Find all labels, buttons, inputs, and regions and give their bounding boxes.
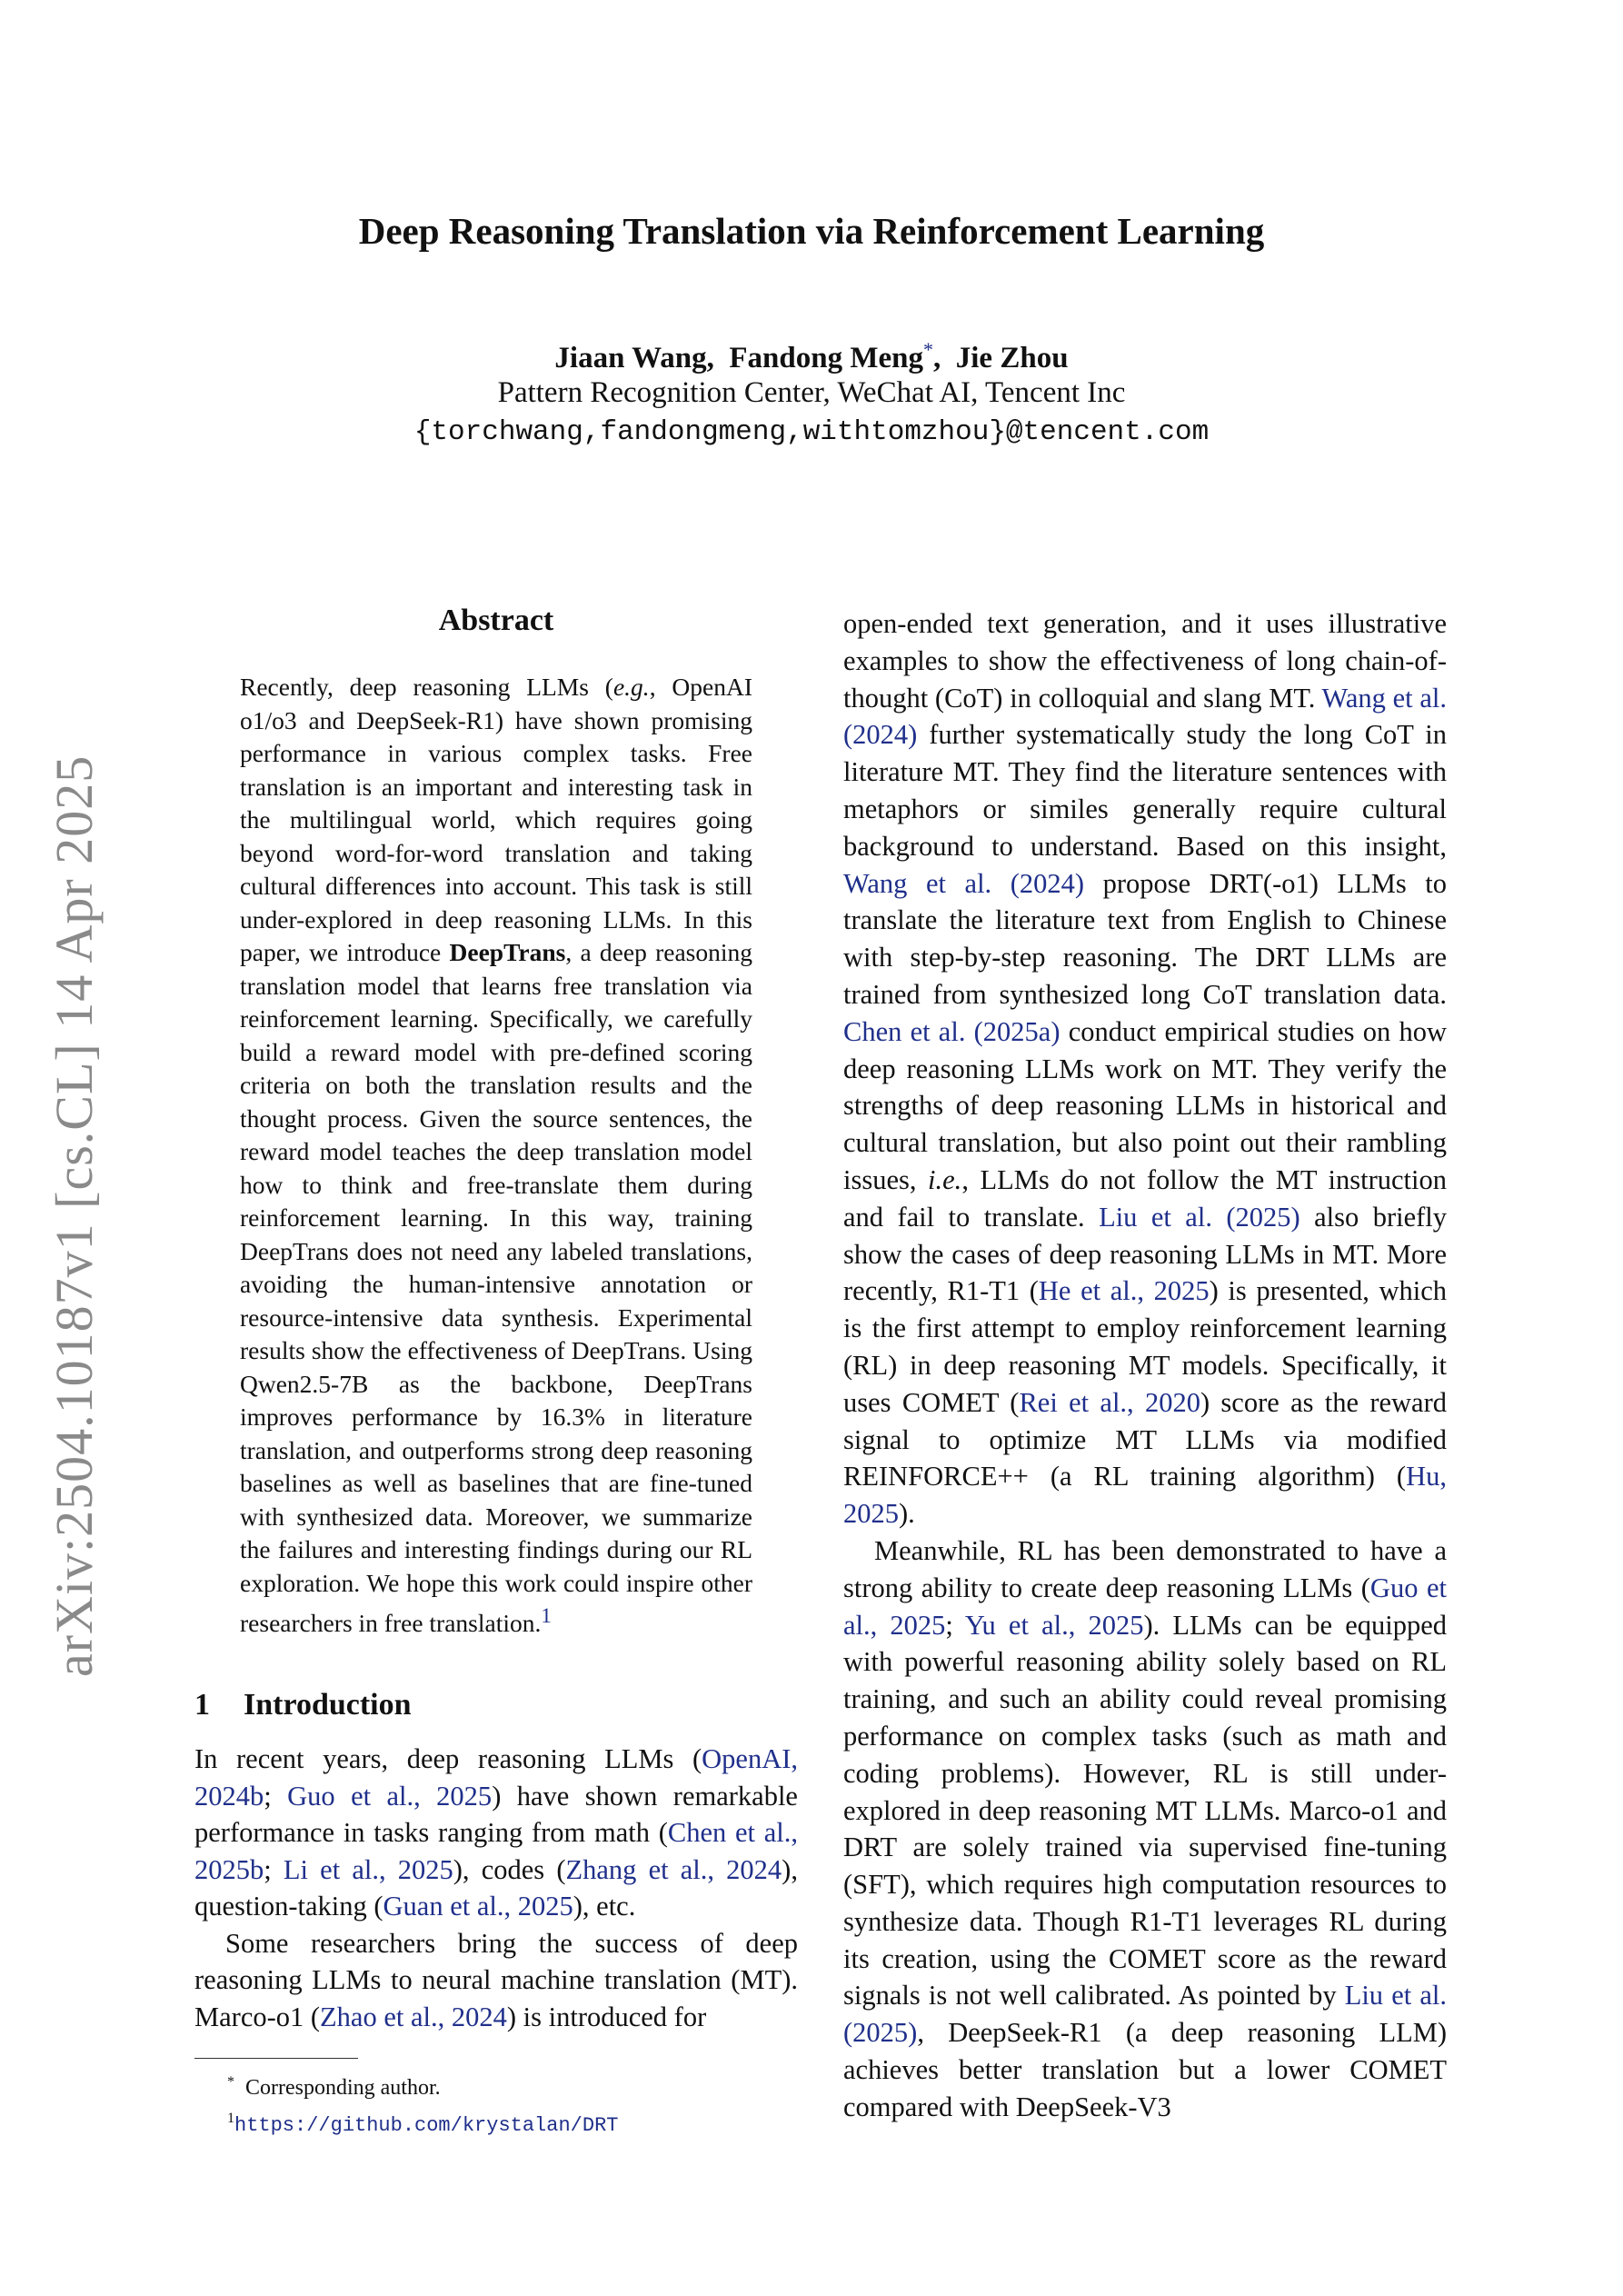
author-name: Jiaan Wang	[554, 342, 707, 374]
citation-link[interactable]: Guo et al., 2025	[287, 1780, 493, 1812]
corresponding-mark[interactable]: *	[923, 338, 934, 361]
section-title: Introduction	[244, 1688, 412, 1722]
footnote-link[interactable]: 1	[541, 1604, 552, 1627]
author-emails: {torchwang,fandongmeng,withtomzhou}@tencent.com	[413, 416, 1210, 448]
citation-link[interactable]: Zhang et al., 2024	[565, 1853, 782, 1885]
paragraph: open-ended text generation, and it uses illustrative examples to show the effectiveness of long chain-of-thought (CoT) in colloquial and slang MT. Wang et al. (2024) further systematically study the long CoT in literature MT. They find the literature sentences with metaphors or similes generally require cultural background to understand. Based on this insight, Wang et al. (2024) propose DRT(-o1) LLMs to translate the literature text from English to Chinese with step-by-step reasoning. The DRT LLMs are trained from synthesized long CoT translation data. Chen et al. (2025a) conduct empirical studies on how deep reasoning LLMs work on MT. They verify the strengths of deep reasoning LLMs in historical and cultural translation, but also point out their rambling issues, i.e., LLMs do not follow the MT instruction and fail to translate. Liu et al. (2025) also briefly show the cases of deep reasoning LLMs in MT. More recently, R1-T1 (He et al., 2025) is presented, which is the first attempt to employ reinforcement learning (RL) in deep reasoning MT models. Specifically, it uses COMET (Rei et al., 2020) score as the reward signal to optimize MT LLMs via modified REINFORCE++ (a RL training algorithm) (Hu, 2025).	[843, 608, 1447, 1530]
citation-link[interactable]: Wang et al. (2024)	[843, 682, 1447, 751]
right-column-body	[843, 605, 1447, 2126]
arxiv-side-stamp: arXiv:2504.10187v1 [cs.CL] 14 Apr 2025	[45, 754, 104, 1677]
citation-link[interactable]: Chen et al., 2025b	[194, 1817, 798, 1885]
affiliation: Pattern Recognition Center, WeChat AI, Tencent Inc	[497, 376, 1126, 409]
model-name: DeepTrans	[449, 938, 566, 966]
citation-link[interactable]: Zhao et al., 2024	[320, 2001, 507, 2032]
citation-link[interactable]: Wang et al. (2024)	[843, 867, 1085, 899]
citation-link[interactable]: OpenAI, 2024b	[194, 1743, 798, 1812]
citation-link[interactable]: Chen et al. (2025a)	[843, 1015, 1060, 1047]
section-heading-introduction	[194, 1688, 412, 1722]
abstract-heading: Abstract	[438, 604, 554, 637]
citation-link[interactable]: Yu et al., 2025	[964, 1609, 1144, 1641]
citation-link[interactable]: Hu, 2025	[843, 1461, 1447, 1530]
paragraph: Some researchers bring the success of deep reasoning LLMs to neural machine translation (MT). Marco-o1 (Zhao et al., 2024) is introduced for	[194, 1927, 798, 2032]
github-link[interactable]: https://github.com/krystalan/DRT	[234, 2114, 619, 2137]
citation-link[interactable]: Rei et al., 2020	[1019, 1386, 1200, 1418]
paragraph: In recent years, deep reasoning LLMs (OpenAI, 2024b; Guo et al., 2025) have shown remarkable performance in tasks ranging from math (Chen et al., 2025b; Li et al., 2025), codes (Zhang et al., 2024), question-taking (Guan et al., 2025), etc.	[194, 1743, 798, 1922]
citation-link[interactable]: Guan et al., 2025	[383, 1891, 573, 1922]
author-list: Jiaan Wang, Fandong Meng*, Jie Zhou	[554, 338, 1069, 374]
footnotes	[227, 2067, 618, 2141]
abstract-body: Recently, deep reasoning LLMs (e.g., OpenAI o1/o3 and DeepSeek-R1) have shown promising performance in various complex tasks. Free translation is an important and interesting task in the multilingual world, which requires going beyond word-for-word translation and taking cultural differences into account. This task is still under-explored in deep reasoning LLMs. In this paper, we introduce DeepTrans, a deep reasoning translation model that learns free translation via reinforcement learning. Specifically, we carefully build a reward model with pre-defined scoring criteria on both the translation results and the thought process. Given the source sentences, the reward model teaches the deep translation model how to think and free-translate them during reinforcement learning. In this way, training DeepTrans does not need any labeled translations, avoiding the human-intensive annotation or resource-intensive data synthesis. Experimental results show the effectiveness of DeepTrans. Using Qwen2.5-7B as the backbone, DeepTrans improves performance by 16.3% in literature translation, and outperforms strong deep reasoning baselines as well as baselines that are fine-tuned with synthesized data. Moreover, we summarize the failures and interesting findings during our RL exploration. We hope this work could inspire other researchers in free translation.$^1$	[240, 673, 752, 1638]
footnote-url: $^1$https://github.com/krystalan/DRT	[227, 2111, 619, 2137]
citation-link[interactable]: He et al., 2025	[1038, 1275, 1210, 1307]
author-name: Jie Zhou	[955, 342, 1069, 374]
citation-link[interactable]: Li et al., 2025	[283, 1853, 453, 1885]
left-column-body	[194, 1741, 798, 2035]
paragraph: Meanwhile, RL has been demonstrated to have a strong ability to create deep reasoning LLMs (Guo et al., 2025; Yu et al., 2025). LLMs can be equipped with powerful reasoning ability solely based on RL training, and such an ability could reveal promising performance on complex tasks (such as math and coding problems). However, RL is still under-explored in deep reasoning MT LLMs. Marco-o1 and DRT are solely trained via supervised fine-tuning (SFT), which requires high computation resources to synthesize data. Though R1-T1 leverages RL during its creation, using the COMET score as the reward signals is not well calibrated. As pointed by Liu et al. (2025), DeepSeek-R1 (a deep reasoning LLM) achieves better translation but a lower COMET compared with DeepSeek-V3	[843, 1534, 1447, 2122]
citation-link[interactable]: Guo et al., 2025	[843, 1572, 1447, 1641]
paper-title: Deep Reasoning Translation via Reinforcement Learning	[358, 210, 1265, 252]
citation-link[interactable]: Liu et al. (2025)	[1099, 1201, 1300, 1233]
section-number: 1	[194, 1688, 210, 1722]
footnote-divider	[194, 2058, 358, 2059]
author-name: Fandong Meng	[729, 342, 924, 374]
citation-link[interactable]: Liu et al. (2025)	[843, 1980, 1447, 2049]
footnote-corresponding: * Corresponding author.	[227, 2074, 441, 2100]
